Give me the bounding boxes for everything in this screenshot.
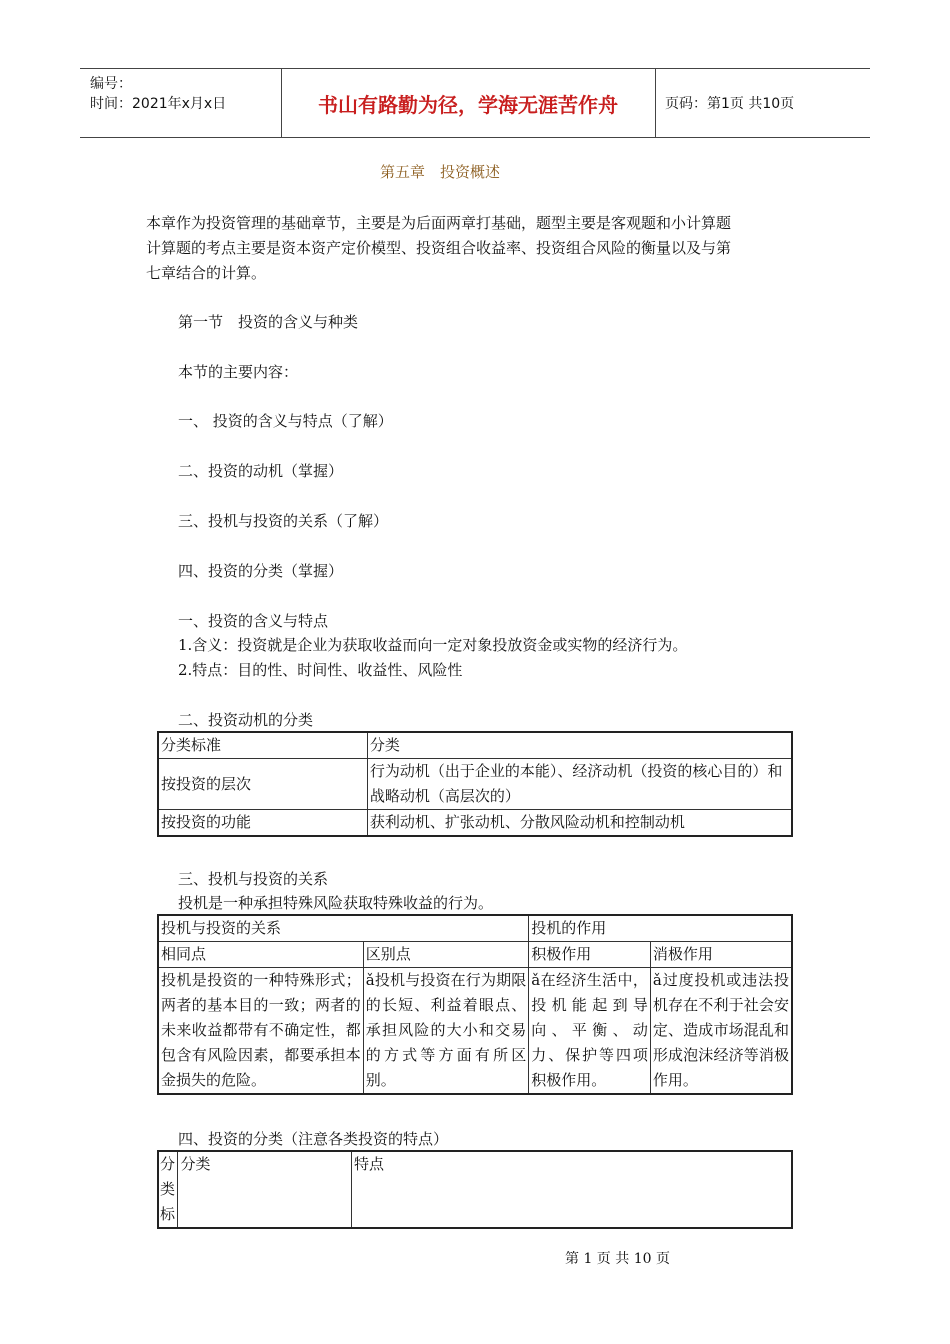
table-header: 投机的作用: [529, 915, 792, 942]
table-header: 分类标准: [158, 732, 367, 759]
intro-line: 七章结合的计算。: [146, 264, 267, 282]
header-divider: [655, 69, 656, 137]
speculation-table: [157, 914, 793, 1095]
table-row: [158, 810, 792, 837]
number-label: 编号：: [90, 76, 132, 92]
part2-title: 二、投资动机的分类: [178, 711, 314, 729]
table-row: [158, 968, 792, 1095]
table-header: 投机与投资的关系: [158, 915, 529, 942]
table-header: 分类标: [158, 1151, 178, 1228]
classification-table: [157, 1150, 793, 1229]
outline-item: 二、投资的动机（掌握）: [178, 462, 344, 480]
main-content-label: 本节的主要内容：: [178, 363, 299, 381]
table-cell: 按投资的功能: [158, 810, 367, 837]
part1-line: 2.特点：目的性、时间性、收益性、风险性: [178, 661, 463, 679]
time-label: 时间：2021年x月x日: [90, 96, 227, 112]
table-row: [158, 942, 792, 968]
table-header: 区别点: [363, 942, 528, 968]
part1-line: 1.含义：投资就是企业为获取收益而向一定对象投放资金或实物的经济行为。: [178, 636, 688, 654]
part1-title: 一、投资的含义与特点: [178, 612, 329, 630]
table-cell: ǎ投机与投资在行为期限的长短、利益着眼点、承担风险的大小和交易的方式等方面有所区别。: [363, 968, 528, 1095]
intro-line: 本章作为投资管理的基础章节，主要是为后面两章打基础，题型主要是客观题和小计算题: [146, 214, 732, 232]
section-title: 第一节 投资的含义与种类: [178, 313, 359, 331]
part3-title: 三、投机与投资的关系: [178, 870, 329, 888]
page-footer: 第 1 页 共 10 页: [565, 1251, 670, 1267]
table-header: 积极作用: [529, 942, 651, 968]
table-cell: ǎ在经济生活中，投机能起到导向、平衡、动力、保护等四项积极作用。: [529, 968, 651, 1095]
table-header: 分类: [178, 1151, 351, 1228]
part4-title: 四、投资的分类（注意各类投资的特点）: [178, 1130, 449, 1148]
table-row: [158, 732, 792, 759]
table-cell: 投机是投资的一种特殊形式；两者的基本目的一致；两者的未来收益都带有不确定性，都包含有风险因素，都要承担本金损失的危险。: [158, 968, 363, 1095]
outline-item: 一、 投资的含义与特点（了解）: [178, 412, 393, 430]
table-header: 特点: [351, 1151, 792, 1228]
document-header: [80, 68, 870, 138]
motto: 书山有路勤为径，学海无涯苦作舟: [318, 93, 618, 117]
table-row: [158, 915, 792, 942]
page-info: 页码：第1页 共10页: [665, 96, 795, 112]
intro-line: 计算题的考点主要是资本资产定价模型、投资组合收益率、投资组合风险的衡量以及与第: [146, 239, 732, 257]
outline-item: 四、投资的分类（掌握）: [178, 562, 344, 580]
table-row: [158, 759, 792, 810]
table-header: 相同点: [158, 942, 363, 968]
part3-definition: 投机是一种承担特殊风险获取特殊收益的行为。: [178, 894, 494, 912]
table-cell: 按投资的层次: [158, 759, 367, 810]
motive-table: [157, 731, 793, 837]
table-header: 消极作用: [650, 942, 792, 968]
table-cell: 行为动机（出于企业的本能）、经济动机（投资的核心目的）和战略动机（高层次的）: [367, 759, 792, 810]
table-header: 分类: [367, 732, 792, 759]
outline-item: 三、投机与投资的关系（了解）: [178, 512, 389, 530]
table-cell: 获利动机、扩张动机、分散风险动机和控制动机: [367, 810, 792, 837]
chapter-title: 第五章 投资概述: [380, 163, 501, 181]
header-meta: [80, 69, 281, 137]
table-cell: ǎ过度投机或违法投机存在不利于社会安定、造成市场混乱和形成泡沫经济等消极作用。: [650, 968, 792, 1095]
table-row: [158, 1151, 792, 1228]
